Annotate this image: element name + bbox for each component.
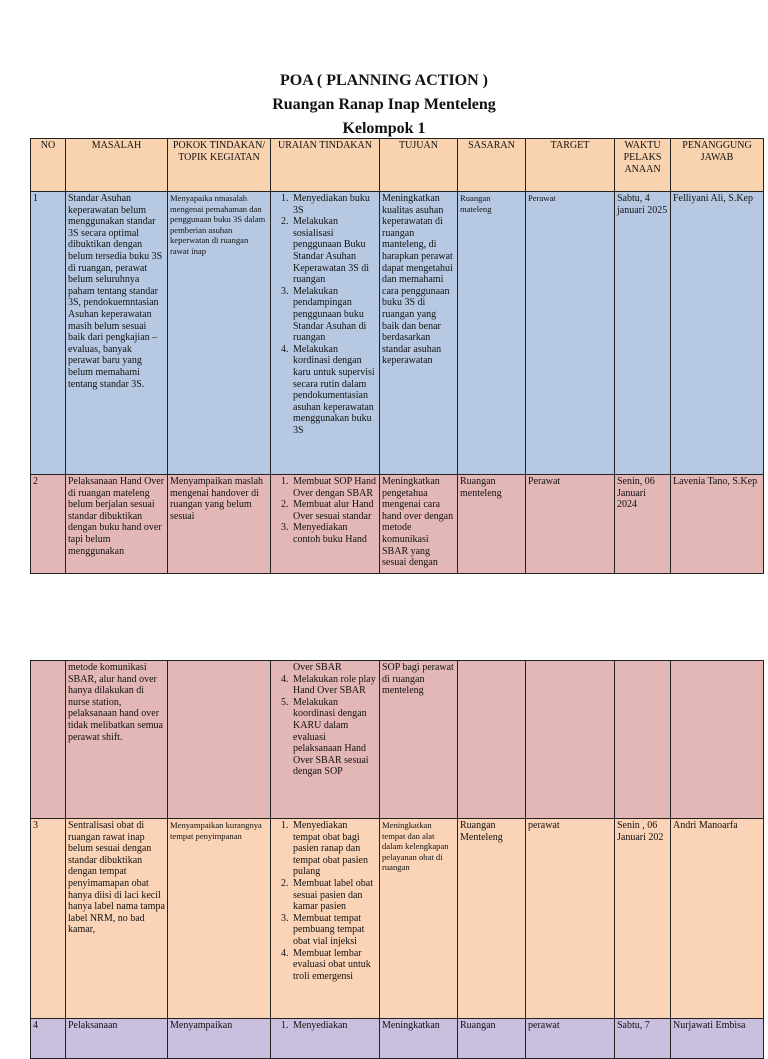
table-row — [31, 819, 764, 1019]
col-header-masalah: MASALAH — [66, 139, 168, 192]
table-row — [31, 1019, 764, 1059]
col-header-sasaran: SASARAN — [458, 139, 526, 192]
cell-target: Perawat — [526, 475, 615, 574]
cell-sasaran: Ruangan — [458, 1019, 526, 1059]
cell-pj — [671, 661, 764, 819]
cell-masalah: metode komunikasi SBAR, alur hand over hanya dilakukan di nurse station, pelaksanaan hand over tidak melibatkan semua perawat shift. — [66, 661, 168, 819]
uraian-list — [273, 1020, 377, 1032]
list-item: 1. Menyediakan buku 3S — [291, 193, 377, 216]
cell-tujuan: SOP bagi perawat di ruangan menteleng — [380, 661, 458, 819]
col-header-pokok: POKOK TINDAKAN/ TOPIK KEGIATAN — [168, 139, 271, 192]
cell-no: 3 — [31, 819, 66, 1019]
cell-target — [526, 661, 615, 819]
poa-table-page-2 — [30, 660, 764, 1059]
cell-no: 4 — [31, 1019, 66, 1059]
col-header-uraian: URAIAN TINDAKAN — [271, 139, 380, 192]
table-row — [31, 192, 764, 475]
list-item: 1. Membuat SOP Hand Over dengan SBAR — [291, 476, 377, 499]
cell-tujuan: Meningkatkan pengetahua mengenai cara hand over dengan metode komunikasi SBAR yang sesuai dengan — [380, 475, 458, 574]
cell-pj: Andri Manoarfa — [671, 819, 764, 1019]
uraian-list — [273, 193, 377, 436]
col-header-target: TARGET — [526, 139, 615, 192]
cell-tujuan: Meningkatkan — [380, 1019, 458, 1059]
cell-pokok: Menyampaikan maslah mengenai handover di ruangan yang belum sesuai — [168, 475, 271, 574]
cell-pj: Felliyani Ali, S.Kep — [671, 192, 764, 475]
cell-masalah: Standar Asuhan keperawatan belum menggunakan standar 3S secara optimal dibuktikan dengan belum tersedia buku 3S di ruangan, perawat belum seluruhnya paham tentang standar 3S, pendokuemntasian Asuhan keperawatan masih belum sesuai baik dari pengkajian – evaluas, banyak perawat baru yang belum memahami tentang standar 3S. — [66, 192, 168, 475]
cell-uraian — [271, 1019, 380, 1059]
cell-masalah: Pelaksanaan — [66, 1019, 168, 1059]
cell-sasaran: Ruangan mateleng — [458, 192, 526, 475]
list-item: 5. Melakukan koordinasi dengan KARU dalam evaluasi pelaksanaan Hand Over SBAR sesuai dengan SOP — [291, 697, 377, 778]
col-header-tujuan: TUJUAN — [380, 139, 458, 192]
cell-sasaran — [458, 661, 526, 819]
document-subtitle: Ruangan Ranap Inap Menteleng — [272, 96, 496, 113]
list-item: 3. Menyediakan contoh buku Hand — [291, 522, 377, 545]
cell-pokok: Menyampaikan — [168, 1019, 271, 1059]
uraian-list — [273, 820, 377, 982]
cell-masalah: Pelaksanaan Hand Over di ruangan mateleng belum berjalan sesuai standar dibuktikan dengan buku hand over tapi belum menggunakan — [66, 475, 168, 574]
document-title: POA ( PLANNING ACTION ) — [279, 72, 488, 89]
cell-uraian — [271, 819, 380, 1019]
cell-waktu — [615, 661, 671, 819]
cell-uraian — [271, 475, 380, 574]
cell-uraian — [271, 192, 380, 475]
cell-sasaran: Ruangan menteleng — [458, 475, 526, 574]
cell-waktu: Senin , 06 Januari 202 — [615, 819, 671, 1019]
list-item: 2. Membuat alur Hand Over sesuai standar — [291, 499, 377, 522]
col-header-waktu: WAKTU PELAKS ANAAN — [615, 139, 671, 192]
cell-pj: Lavenia Tano, S.Kep — [671, 475, 764, 574]
cell-target: perawat — [526, 819, 615, 1019]
list-item: 2. Membuat label obat sesuai pasien dan kamar pasien — [291, 878, 377, 913]
cell-no — [31, 661, 66, 819]
cell-tujuan: Meningkatkan tempat dan alat dalam kelengkapan pelayanan obat di ruangan — [380, 819, 458, 1019]
col-header-no: NO — [31, 139, 66, 192]
group-label: Kelompok 1 — [342, 120, 426, 137]
cell-masalah: Sentralisasi obat di ruangan rawat inap belum sesuai dengan standar dibuktikan dengan tempat penyimamapan obat hanya diisi di laci kecil hanya label nama tampa label NRM, no bad kamar, — [66, 819, 168, 1019]
cell-target: perawat — [526, 1019, 615, 1059]
table-row-continued — [31, 661, 764, 819]
list-item: 1. Menyediakan — [291, 1020, 377, 1032]
uraian-continued-text: Over SBAR — [293, 662, 342, 673]
cell-pj: Nurjawati Embisa — [671, 1019, 764, 1059]
list-item: 1. Menyediakan tempat obat bagi pasien ranap dan tempat obat pasien pulang — [291, 820, 377, 878]
list-item: 4. Membuat lembar evaluasi obat untuk troli emergensi — [291, 948, 377, 983]
cell-pokok: Menyampaikan kurangnya tempat penyimpanan — [168, 819, 271, 1019]
cell-waktu: Sabtu, 4 januari 2025 — [615, 192, 671, 475]
cell-sasaran: Ruangan Menteleng — [458, 819, 526, 1019]
list-item: 4. Melakukan role play Hand Over SBAR — [291, 674, 377, 697]
cell-pokok — [168, 661, 271, 819]
cell-target: Perawat — [526, 192, 615, 475]
list-item: 3. Melakukan pendampingan penggunaan buku Standar Asuhan di ruangan — [291, 286, 377, 344]
cell-tujuan: Meningkatkan kualitas asuhan keperawatan di ruangan manteleng, di harapkan perawat dapat mengetahui dan memahami cara penggunaan buku 3S di ruangan yang baik dan benar berdasarkan standar asuhan keperawatan — [380, 192, 458, 475]
table-header-row — [31, 139, 764, 192]
poa-table-page-1 — [30, 138, 764, 574]
cell-waktu: Sabtu, 7 — [615, 1019, 671, 1059]
cell-pokok: Menyapaika nmasalah mengenai pemahaman dan penggunaan buku 3S dalam pemberian asuhan keperwatan di ruangan rawat inap — [168, 192, 271, 475]
table-row — [31, 475, 764, 574]
cell-no: 1 — [31, 192, 66, 475]
uraian-list — [273, 476, 377, 546]
list-item: 2. Melakukan sosialisasi penggunaan Buku Standar Asuhan Keperawatan 3S di ruangan — [291, 216, 377, 286]
uraian-list — [273, 674, 377, 778]
cell-no: 2 — [31, 475, 66, 574]
list-item: 4. Melakukan kordinasi dengan karu untuk supervisi secara rutin dalam pendokumentasian asuhan keperawatan menggunakan buku 3S — [291, 344, 377, 437]
cell-waktu: Senin, 06 Januari 2024 — [615, 475, 671, 574]
col-header-pj: PENANGGUNG JAWAB — [671, 139, 764, 192]
list-item: 3. Membuat tempat pembuang tempat obat vial injeksi — [291, 913, 377, 948]
cell-uraian — [271, 661, 380, 819]
